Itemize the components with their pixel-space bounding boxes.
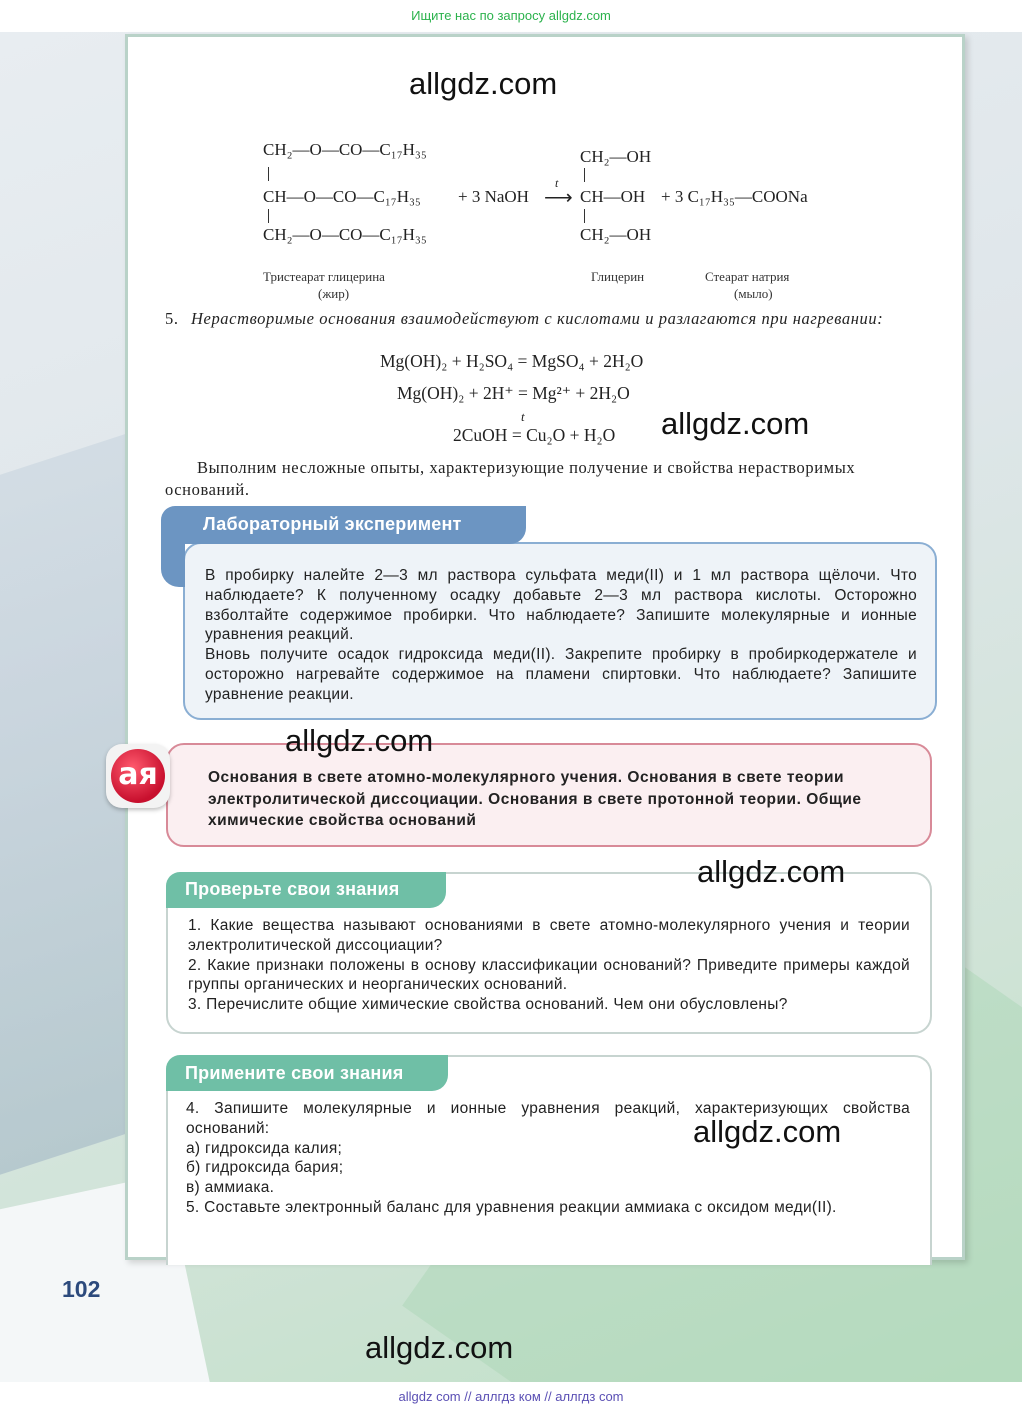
textbook-page — [125, 34, 965, 1260]
logo-letters: ая — [111, 749, 165, 803]
lab-instructions — [205, 566, 917, 705]
equation-2: Mg(OH)₂ + 2H⁺ = Mg²⁺ + 2H₂O — [397, 383, 630, 403]
watermark: allgdz.com — [693, 1114, 842, 1149]
lab-text-1: В пробирку налейте 2—3 мл раствора сульфата меди(II) и 1 мл раствора щёлочи. Что наблюдаете? К полученному осадку добавьте 2—3 мл раствора кислоты. Осторожно взболтайте содержимое пробирки. Что наблюдаете? Запишите молекулярные и ионные уравнения реакций. — [205, 567, 917, 644]
check-question-2: 2. Какие признаки положены в основу классификации оснований? Приведите примеры каждой группы органических и неорганических оснований. — [188, 956, 910, 994]
fat-row-3: CH₂—O—CO—C₁₇H₃₅ — [263, 225, 427, 244]
caption-stearate-note: (мыло) — [734, 286, 773, 301]
lab-tab-edge — [161, 527, 185, 587]
equation-3-condition: t — [521, 409, 525, 424]
glycerol-row-1: CH₂—OH — [580, 147, 652, 166]
reagent-naoh: + 3 NaOH — [458, 187, 529, 206]
watermark: allgdz.com — [661, 406, 810, 441]
lab-box — [183, 542, 937, 720]
point-5-text: Нерастворимые основания взаимодействуют с кислотами и разлагаются при нагревании: — [191, 309, 884, 328]
check-question-1: 1. Какие вещества называют основаниями в свете атомно-молекулярного учения и теории электролитической диссоциации? — [188, 917, 910, 954]
bond-line — [268, 209, 269, 223]
watermark: allgdz.com — [697, 854, 846, 889]
sodium-stearate: + 3 C₁₇H₃₅—COONa — [661, 187, 808, 206]
bottom-banner[interactable]: allgdz com // аллгдз ком // аллгдз com — [0, 1382, 1022, 1415]
apply-question-4: 4. Запишите молекулярные и ионные уравнения реакций, характеризующих свойства оснований: — [186, 1100, 910, 1137]
watermark: allgdz.com — [365, 1330, 514, 1365]
page-number: 102 — [62, 1276, 101, 1302]
summary-text: Основания в свете атомно-молекулярного учения. Основания в свете теории электролитической диссоциации. Основания в свете протонной теории. Общие химические свойства оснований — [208, 769, 862, 829]
caption-stearate: Стеарат натрия — [705, 269, 790, 284]
condition-label: t — [555, 176, 559, 190]
caption-glycerol: Глицерин — [591, 269, 645, 284]
fat-row-2: CH—O—CO—C₁₇H₃₅ — [263, 187, 421, 206]
check-questions — [188, 916, 910, 1015]
apply-title: Примените свои знания — [185, 1063, 404, 1083]
equation-1: Mg(OH)₂ + H₂SO₄ = MgSO₄ + 2H₂O — [380, 351, 644, 371]
reaction-arrow: ⟶ — [544, 187, 573, 209]
watermark: allgdz.com — [285, 723, 434, 758]
apply-item-c: в) аммиака. — [186, 1179, 275, 1197]
bond-line — [584, 168, 585, 182]
bond-line — [584, 209, 585, 223]
glycerol-row-2: CH—OH — [580, 187, 646, 206]
check-title: Проверьте свои знания — [185, 879, 400, 899]
point-5-number: 5. — [165, 309, 179, 328]
check-question-3: 3. Перечислите общие химические свойства оснований. Чем они обусловлены? — [188, 996, 788, 1014]
bond-line — [268, 167, 269, 181]
fat-row-1: CH₂—O—CO—C₁₇H₃₅ — [263, 140, 427, 159]
equation-3: 2CuOH = Cu₂O + H₂O — [453, 425, 616, 445]
summary-logo-icon — [106, 744, 170, 808]
caption-fat-note: (жир) — [318, 286, 350, 301]
glycerol-row-3: CH₂—OH — [580, 225, 652, 244]
caption-fat: Тристеарат глицерина — [263, 269, 385, 284]
apply-item-a: а) гидроксида калия; — [186, 1139, 343, 1157]
lab-text-2: Вновь получите осадок гидроксида меди(II). Закрепите пробирку в пробиркодержателе и осторожно нагревайте содержимое на пламени спиртовки. Что наблюдаете? Запишите уравнение реакции. — [205, 646, 917, 703]
apply-question-5: 5. Составьте электронный баланс для уравнения реакции аммиака с оксидом меди(II). — [186, 1198, 837, 1216]
top-banner[interactable]: Ищите нас по запросу allgdz.com — [0, 0, 1022, 32]
summary-box — [166, 743, 932, 847]
apply-item-b: б) гидроксида бария; — [186, 1159, 344, 1177]
lab-title: Лабораторный эксперимент — [203, 514, 462, 534]
watermark: allgdz.com — [409, 66, 558, 101]
point-5 — [165, 308, 935, 330]
intro-text: Выполним несложные опыты, характеризующие получение и свойства нерастворимых оснований. — [165, 458, 856, 499]
